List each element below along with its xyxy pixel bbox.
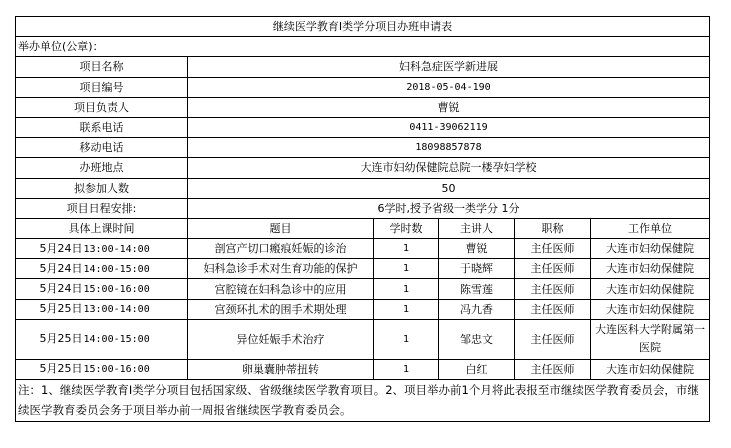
schedule-column-header: 职称	[515, 218, 591, 238]
schedule-column-header: 具体上课时间	[16, 218, 188, 238]
info-value: 18098857878	[188, 138, 710, 158]
schedule-date: 5月25日	[39, 362, 83, 376]
schedule-hours: 1	[374, 319, 439, 359]
schedule-time: 14:00-15:00	[83, 263, 150, 275]
schedule-date: 5月25日	[39, 332, 83, 346]
info-label: 办班地点	[16, 158, 188, 178]
schedule-title: 主任医师	[515, 239, 591, 259]
info-row	[16, 158, 710, 178]
schedule-topic: 异位妊娠手术治疗	[188, 319, 374, 359]
schedule-time-cell	[16, 299, 188, 319]
schedule-date: 5月24日	[39, 261, 83, 275]
schedule-unit: 大连市妇幼保健院	[591, 299, 710, 319]
schedule-title: 主任医师	[515, 319, 591, 359]
schedule-topic: 剖宫产切口瘢痕妊娠的诊治	[188, 239, 374, 259]
schedule-row	[16, 359, 710, 379]
schedule-unit: 大连医科大学附属第一医院	[591, 319, 710, 359]
info-row	[16, 77, 710, 97]
info-value: 0411-39062119	[188, 117, 710, 137]
schedule-speaker: 邹忠文	[439, 319, 515, 359]
schedule-row	[16, 239, 710, 259]
schedule-time-cell	[16, 359, 188, 379]
schedule-topic: 宫颈环扎术的围手术期处理	[188, 299, 374, 319]
organizer-label: 举办单位(公章)：	[16, 37, 710, 57]
schedule-date: 5月24日	[39, 282, 83, 296]
schedule-column-header: 学时数	[374, 218, 439, 238]
schedule-time-cell	[16, 279, 188, 299]
schedule-time: 15:00-16:00	[83, 284, 150, 296]
schedule-topic: 妇科急诊手术对生育功能的保护	[188, 259, 374, 279]
info-row	[16, 57, 710, 77]
info-value: 6学时,授予省级一类学分 1分	[188, 198, 710, 218]
info-row	[16, 117, 710, 137]
schedule-time: 15:00-16:00	[83, 364, 150, 376]
schedule-unit: 大连市妇幼保健院	[591, 359, 710, 379]
info-value: 曹锐	[188, 97, 710, 117]
schedule-row	[16, 259, 710, 279]
schedule-unit: 大连市妇幼保健院	[591, 259, 710, 279]
schedule-date: 5月25日	[39, 302, 83, 316]
schedule-hours: 1	[374, 259, 439, 279]
info-label: 项目日程安排:	[16, 198, 188, 218]
info-row	[16, 138, 710, 158]
info-label: 拟参加人数	[16, 178, 188, 198]
schedule-date: 5月24日	[39, 241, 83, 255]
schedule-title: 主任医师	[515, 279, 591, 299]
info-value: 大连市妇幼保健院总院一楼孕妇学校	[188, 158, 710, 178]
info-value: 2018-05-04-190	[188, 77, 710, 97]
info-label: 联系电话	[16, 117, 188, 137]
schedule-time: 14:00-15:00	[83, 334, 150, 346]
schedule-time-cell	[16, 239, 188, 259]
schedule-time: 13:00-14:00	[83, 243, 150, 255]
schedule-time-cell	[16, 259, 188, 279]
info-row	[16, 198, 710, 218]
schedule-title: 主任医师	[515, 259, 591, 279]
application-form-table	[15, 16, 710, 422]
schedule-row	[16, 299, 710, 319]
info-row	[16, 178, 710, 198]
schedule-time: 13:00-14:00	[83, 304, 150, 316]
info-label: 项目名称	[16, 57, 188, 77]
schedule-row	[16, 319, 710, 359]
schedule-speaker: 陈雪莲	[439, 279, 515, 299]
schedule-column-header: 题目	[188, 218, 374, 238]
schedule-title: 主任医师	[515, 359, 591, 379]
schedule-hours: 1	[374, 239, 439, 259]
schedule-column-header: 工作单位	[591, 218, 710, 238]
note-row	[16, 380, 710, 422]
schedule-time-cell	[16, 319, 188, 359]
info-label: 移动电话	[16, 138, 188, 158]
schedule-topic: 卵巢囊肿蒂扭转	[188, 359, 374, 379]
schedule-speaker: 于晓辉	[439, 259, 515, 279]
schedule-speaker: 曹锐	[439, 239, 515, 259]
schedule-speaker: 白红	[439, 359, 515, 379]
info-value: 50	[188, 178, 710, 198]
schedule-unit: 大连市妇幼保健院	[591, 239, 710, 259]
info-value: 妇科急症医学新进展	[188, 57, 710, 77]
form-body	[16, 17, 710, 422]
schedule-header-row	[16, 218, 710, 238]
schedule-topic: 宫腔镜在妇科急诊中的应用	[188, 279, 374, 299]
schedule-speaker: 冯九香	[439, 299, 515, 319]
schedule-column-header: 主讲人	[439, 218, 515, 238]
form-title: 继续医学教育I类学分项目办班申请表	[16, 17, 710, 37]
info-row	[16, 97, 710, 117]
schedule-hours: 1	[374, 299, 439, 319]
schedule-row	[16, 279, 710, 299]
schedule-hours: 1	[374, 359, 439, 379]
schedule-unit: 大连市妇幼保健院	[591, 279, 710, 299]
schedule-title: 主任医师	[515, 299, 591, 319]
info-label: 项目编号	[16, 77, 188, 97]
form-note: 注：1、继续医学教育I类学分项目包括国家级、省级继续医学教育项目。2、项目举办前1个月将此表报至市继续医学教育委员会，市继续医学教育委员会务于项目举办前一周报省继续医学教育委员会。	[16, 380, 710, 422]
schedule-hours: 1	[374, 279, 439, 299]
info-label: 项目负责人	[16, 97, 188, 117]
